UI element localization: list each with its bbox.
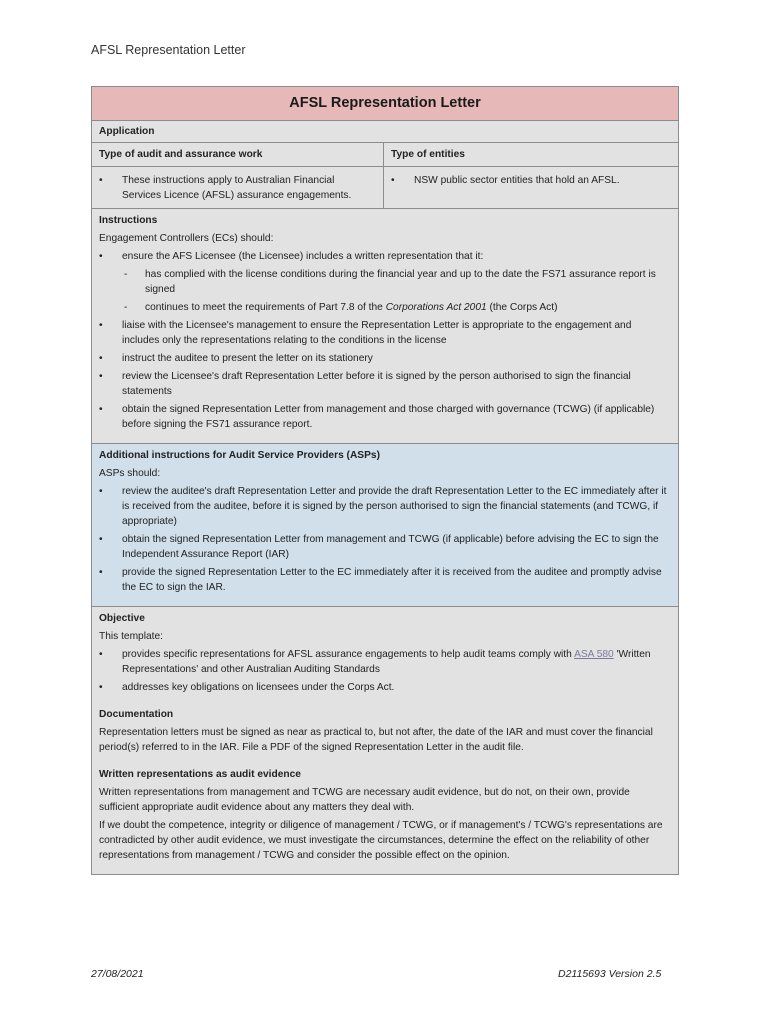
entities-item: • NSW public sector entities that hold an AFSL. <box>391 173 671 188</box>
written-representations-para: If we doubt the competence, integrity or diligence of management / TCWG, or if management's / TCWG's representations are contradicted by other audit evidence, we must investigate the circumstances, determine the effect on the reliability of other representations from management / TCWG and consider the possible effect on the opinion. <box>99 820 663 861</box>
instructions-item: • review the Licensee's draft Representation Letter before it is signed by the person authorised to sign the financial statements <box>99 369 671 399</box>
footer-version: D2115693 Version 2.5 <box>558 968 662 980</box>
audit-work-heading: Type of audit and assurance work <box>92 143 384 166</box>
asp-item: • obtain the signed Representation Letter from management and TCWG (if applicable) before advising the EC to sign the Independent Assurance Report (IAR) <box>99 532 671 562</box>
asp-heading: Additional instructions for Audit Service Providers (ASPs) <box>99 450 380 461</box>
audit-work-cell <box>92 167 384 208</box>
corps-act-title: Corporations Act 2001 <box>385 302 487 313</box>
asp-item: • provide the signed Representation Letter to the EC immediately after it is received from the auditee and promptly advise the EC to sign the IAR. <box>99 565 671 595</box>
asp-item: • review the auditee's draft Representation Letter and provide the draft Representation Letter to the EC immediately after it is received from the auditee, before it is signed by the person authorised to sign the financial statements (and TCWG, if appropriate) <box>99 484 671 529</box>
instructions-section <box>92 209 678 444</box>
instructions-item: • instruct the auditee to present the letter on its stationery <box>99 351 671 366</box>
objective-item: • addresses key obligations on licensees under the Corps Act. <box>99 680 671 695</box>
footer-date: 27/08/2021 <box>91 968 144 980</box>
instructions-heading: Instructions <box>99 215 158 226</box>
objective-text: provides specific representations for AFSL assurance engagements to help audit teams comply with <box>122 649 575 660</box>
subitem-text: continues to meet the requirements of Part 7.8 of the <box>145 302 386 313</box>
instructions-item: • ensure the AFS Licensee (the Licensee) includes a written representation that it: <box>99 249 671 264</box>
asa-580-link[interactable]: ASA 580 <box>574 649 614 660</box>
instructions-item: • liaise with the Licensee's management to ensure the Representation Letter is appropriate to the engagement and includes only the representations relating to the conditions in the license <box>99 318 671 348</box>
entities-heading: Type of entities <box>391 149 465 160</box>
objective-intro: This template: <box>99 631 163 642</box>
page-header: AFSL Representation Letter <box>91 43 246 57</box>
application-heading: Application <box>92 121 678 143</box>
written-representations-para: Written representations from management and TCWG are necessary audit evidence, but do not, on their own, provide sufficient appropriate audit evidence about any matters they deal with. <box>99 787 630 813</box>
asp-section <box>92 444 678 607</box>
subitem-text: (the Corps Act) <box>486 302 558 313</box>
documentation-text: Representation letters must be signed as near as practical to, but not after, the date of the IAR and must cover the financial period(s) referred to in the IAR. File a PDF of the signed Representation Letter in the audit file. <box>99 727 653 753</box>
application-content-row <box>92 167 678 209</box>
title-row <box>92 87 678 121</box>
written-representations-heading: Written representations as audit evidence <box>99 769 301 780</box>
document-table <box>91 86 679 875</box>
objective-section <box>92 607 678 875</box>
instructions-subitem: - has complied with the license conditions during the financial year and up to the date the FS71 assurance report is signed <box>99 267 671 297</box>
documentation-heading: Documentation <box>99 709 174 720</box>
objective-item <box>99 647 671 677</box>
application-header-row <box>92 143 678 167</box>
audit-work-item: • These instructions apply to Australian Financial Services Licence (AFSL) assurance engagements. <box>99 173 376 203</box>
document-title: AFSL Representation Letter <box>289 95 481 111</box>
objective-text: 'Written Representations' and other Australian Auditing Standards <box>122 649 651 675</box>
instructions-item: • obtain the signed Representation Letter from management and those charged with governance (TCWG) (if applicable) before signing the FS71 assurance report. <box>99 402 671 432</box>
asp-intro: ASPs should: <box>99 468 161 479</box>
entities-cell <box>384 167 678 208</box>
instructions-subitem <box>99 300 671 315</box>
instructions-intro: Engagement Controllers (ECs) should: <box>99 233 274 244</box>
objective-heading: Objective <box>99 613 145 624</box>
